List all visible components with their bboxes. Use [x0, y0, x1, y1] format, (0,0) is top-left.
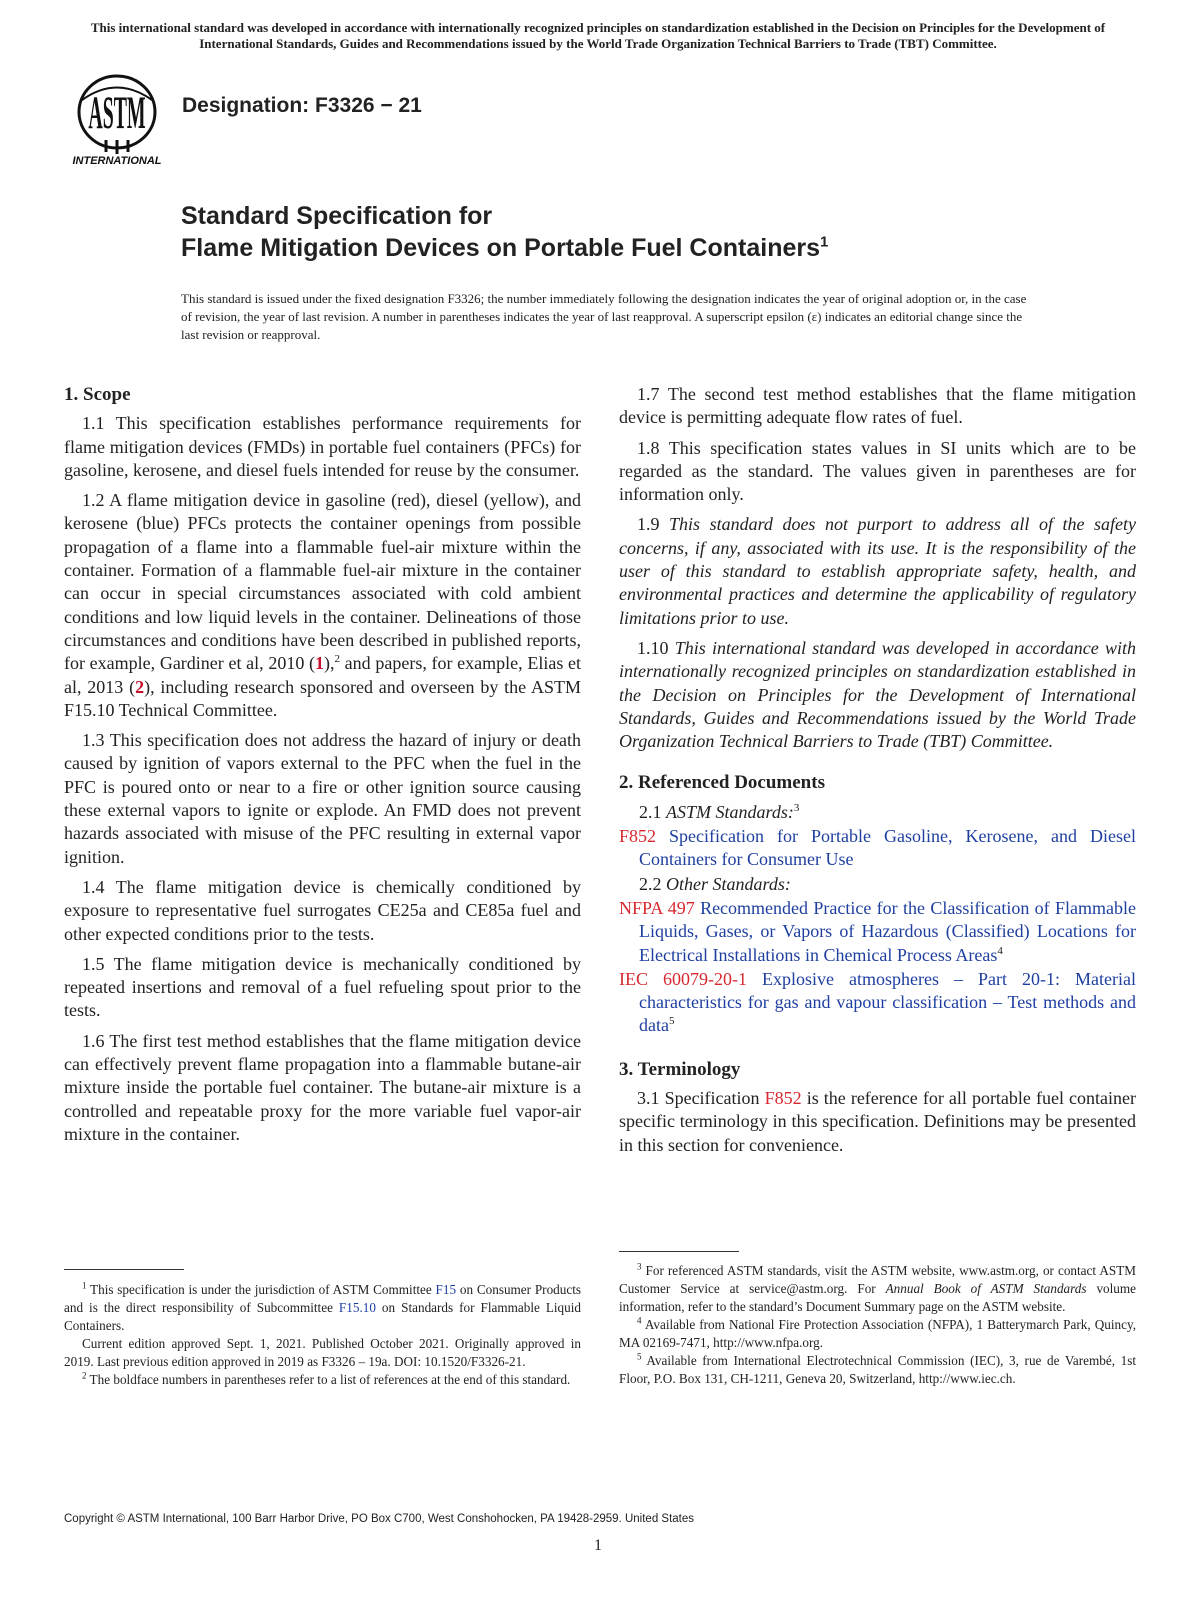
- right-column: [619, 383, 1136, 1164]
- paragraph-1-7: 1.7 The second test method establishes that the flame mitigation device is permitting adequate flow rates of fuel.: [619, 384, 1136, 428]
- footnote-2: $^2$ The boldface numbers in parentheses refer to a list of references at the end of this standard.: [82, 1370, 571, 1387]
- reference-number-2[interactable]: 2: [135, 676, 145, 697]
- footnotes-left: [64, 1281, 581, 1389]
- paragraph-1-5: 1.5 The flame mitigation device is mechanically conditioned by repeated insertions and removal of a fuel refueling spout prior to the tests.: [64, 953, 581, 1021]
- page-number: 1: [594, 1537, 602, 1554]
- title-line-2: Flame Mitigation Devices on Portable Fuel Containers$^1$: [181, 233, 829, 262]
- footnote-1: $^1$ This specification is under the jurisdiction of ASTM Committee F15 on Consumer Products and is the direct responsibility of Subcommittee F15.10 on Standards for Flammable Liquid Containers.: [64, 1280, 581, 1333]
- paragraph-1-2: 1.2 A flame mitigation device in gasoline (red), diesel (yellow), and kerosene (blue) PFCs protects the container openings from possible propagation of a flame into a flammable fuel-air mixture within the container. Formation of a flammable fuel-air mixture in the container can occur in special circumstances associated with cold ambient conditions and low liquid levels in the container. Delineations of those circumstances and conditions have been described in published reports, for example, Gardiner et al, 2010 (1),$^2$ and papers, for example, Elias et al, 2013 (2), including research sponsored and overseen by the ASTM F15.10 Technical Committee.: [64, 490, 582, 720]
- reference-f852[interactable]: [619, 825, 1136, 872]
- paragraph-1-9: 1.9 This standard does not purport to address all of the safety concerns, if any, associated with its use. It is the responsibility of the user of this standard to establish appropriate safety, health, and environmental practices and determine the applicability of regulatory limitations prior to use.: [619, 514, 1136, 628]
- footnotes-right: [619, 1262, 1136, 1388]
- subsection-2-1: 2.1 ASTM Standards:$^3$: [639, 801, 800, 822]
- footnote-mark-3[interactable]: 3: [793, 801, 800, 814]
- reference-code[interactable]: NFPA 497: [619, 897, 695, 918]
- footnote-4: $^4$ Available from National Fire Protection Association (NFPA), 1 Batterymarch Park, Quincy, MA 02169-7471, http://www.nfpa.org.: [619, 1315, 1136, 1350]
- page-title: [181, 200, 828, 264]
- paragraph-1-3: 1.3 This specification does not address the hazard of injury or death caused by ignition of vapors external to the PFC when the fuel in the PFC is poured onto or near to a fire or other ignition source causing these external vapors to ignite or explode. An FMD does not prevent hazards associated with misuse of the PFC resulting in external vapor ignition.: [64, 730, 581, 867]
- section-heading-referenced-documents: 2. Referenced Documents: [619, 772, 825, 794]
- footnote-1-edition: Current edition approved Sept. 1, 2021. Published October 2021. Originally approved in 2019. Last previous edition approved in 2019 as F3326 – 19a. DOI: 10.1520/F3326-21.: [64, 1336, 581, 1369]
- footnote-divider-left: [64, 1269, 184, 1270]
- footnote-divider-right: [619, 1251, 739, 1252]
- astm-logo: [62, 70, 172, 166]
- reference-number-1[interactable]: 1: [315, 653, 324, 674]
- title-footnote-mark: 1: [820, 233, 829, 251]
- link-subcommittee-f15-10[interactable]: F15.10: [338, 1300, 376, 1315]
- logo-text: ASTM: [88, 86, 146, 139]
- standard-note: This standard is issued under the fixed designation F3326; the number immediately following the designation indicates the year of original adoption or, in the case of revision, the year of last revision. A number in parentheses indicates the year of last reapproval. A superscript epsilon (ε) indicates an editorial change since the last revision or reapproval.: [181, 291, 1027, 342]
- reference-iec-60079-20-1[interactable]: [619, 968, 1136, 1038]
- top-notice: This international standard was developed in accordance with internationally recognized principles on standardization established in the Decision on Principles for the Development of International Standards, Guides and Recommendations issued by the World Trade Organization Technical Barriers to Trade (TBT) Committee.: [90, 20, 1106, 51]
- reference-nfpa-497[interactable]: [619, 897, 1136, 967]
- paragraph-1-10: 1.10 This international standard was developed in accordance with internationally recognized principles on standardization established in the Decision on Principles for the Development of International Standards, Guides and Recommendations issued by the World Trade Organization Technical Barriers to Trade (TBT) Committee.: [619, 637, 1136, 752]
- paragraph-3-1: 3.1 Specification F852 is the reference for all portable fuel container specific terminology in this specification. Definitions may be presented in this section for convenience.: [619, 1088, 1137, 1155]
- copyright: Copyright © ASTM International, 100 Barr Harbor Drive, PO Box C700, West Conshohocken, PA 19428-2959. United States: [64, 1513, 695, 1525]
- footnote-5: $^5$ Available from International Electrotechnical Commission (IEC), 3, rue de Varembé, 1st Floor, P.O. Box 131, CH-1211, Geneva 20, Switzerland, http://www.iec.ch.: [619, 1351, 1136, 1386]
- paragraph-1-1: 1.1 This specification establishes performance requirements for flame mitigation devices (FMDs) in portable fuel containers (PFCs) for gasoline, kerosene, and diesel fuels intended for reuse by the consumer.: [64, 413, 581, 480]
- designation: Designation: F3326 − 21: [182, 94, 422, 117]
- section-heading-terminology: 3. Terminology: [619, 1058, 741, 1080]
- paragraph-1-4: 1.4 The flame mitigation device is chemically conditioned by exposure to representative fuel surrogates CE25a and CE85a fuel and other expected conditions prior to the tests.: [64, 876, 581, 944]
- reference-title[interactable]: Recommended Practice for the Classification of Flammable Liquids, Gases, or Vapors of Hazardous (Classified) Locations for Electrical Installations in Chemical Process Areas: [639, 897, 1136, 965]
- footnote-mark-4[interactable]: 4: [997, 944, 1003, 957]
- paragraph-1-8: 1.8 This specification states values in SI units which are to be regarded as the standard. The values given in parentheses are for information only.: [619, 437, 1136, 505]
- footnote-mark-2[interactable]: 2: [334, 653, 340, 666]
- section-heading-scope: 1. Scope: [64, 384, 131, 405]
- link-f852[interactable]: F852: [764, 1088, 802, 1109]
- subsection-2-2: 2.2 Other Standards:: [639, 873, 791, 894]
- reference-title[interactable]: Explosive atmospheres – Part 20-1: Material characteristics for gas and vapour classification – Test methods and data: [639, 968, 1136, 1036]
- footnote-3: $^3$ For referenced ASTM standards, visit the ASTM website, www.astm.org, or contact ASTM Customer Service at service@astm.org. For Annual Book of ASTM Standards volume information, refer to the standard’s Document Summary page on the ASTM website.: [619, 1261, 1136, 1314]
- paragraph-1-6: 1.6 The first test method establishes that the flame mitigation device can effectively prevent flame propagation into a flammable butane-air mixture inside the portable fuel container. The butane-air mixture is a controlled and repeatable proxy for the more variable fuel vapor-air mixture in the container.: [64, 1030, 581, 1144]
- footnote-mark-5[interactable]: 5: [668, 1015, 675, 1028]
- reference-code[interactable]: IEC 60079-20-1: [619, 968, 747, 989]
- logo-subtext: INTERNATIONAL: [72, 155, 162, 166]
- title-line-1: Standard Specification for: [181, 202, 493, 230]
- link-committee-f15[interactable]: F15: [435, 1282, 457, 1297]
- reference-title[interactable]: Specification for Portable Gasoline, Kerosene, and Diesel Containers for Consumer Use: [639, 826, 1136, 870]
- reference-code[interactable]: F852: [619, 826, 657, 847]
- left-column: [64, 383, 581, 1153]
